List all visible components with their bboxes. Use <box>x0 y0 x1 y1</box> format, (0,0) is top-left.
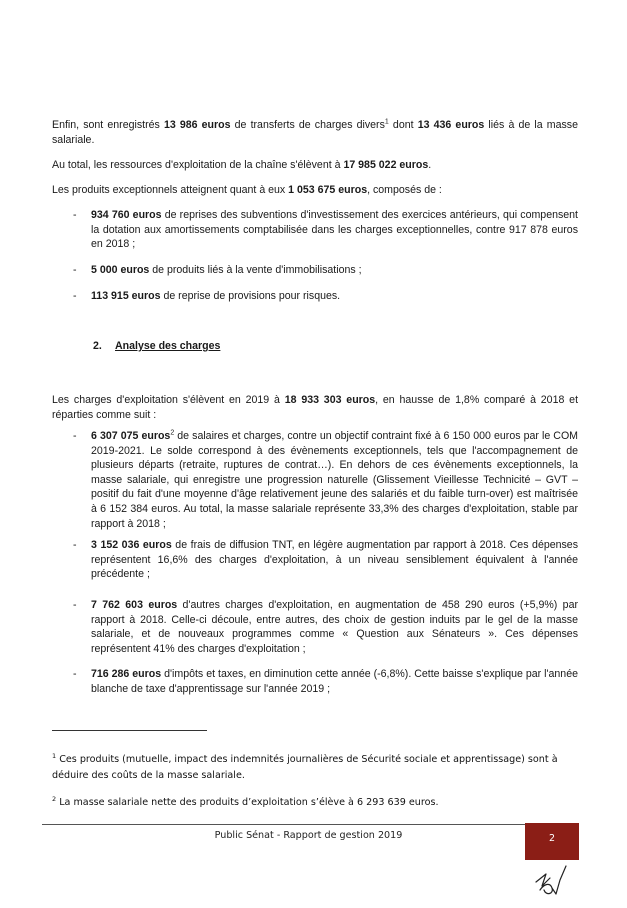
amount-bold: 13 436 euros <box>417 119 485 131</box>
footnote-number: 2 <box>52 794 57 803</box>
amount-bold: 3 152 036 euros <box>91 539 172 551</box>
text: de produits liés à la vente d'immobilisations ; <box>149 264 362 276</box>
amount-bold: 113 915 euros <box>91 290 161 302</box>
amount-bold: 6 307 075 euros <box>91 430 171 442</box>
amount-bold: 18 933 303 euros <box>284 394 376 406</box>
paragraph-produits-exceptionnels <box>52 183 578 198</box>
footnote-text: La masse salariale nette des produits d’exploitation s’élève à 6 293 639 euros. <box>56 797 439 808</box>
text: , en hausse de 1,8% comparé à 2018 et réparties comme suit : <box>52 394 579 421</box>
paragraph-ressources-total <box>52 158 578 173</box>
text: Enfin, sont enregistrés <box>52 119 164 131</box>
text: Les produits exceptionnels atteignent quant à eux <box>52 184 289 196</box>
footnote-1 <box>52 752 578 784</box>
text: liés à de la masse salariale. <box>52 119 578 146</box>
text: Les charges d'exploitation s'élèvent en 2019 à <box>52 394 285 406</box>
text: de reprise de provisions pour risques. <box>160 290 341 302</box>
text: de frais de diffusion TNT, en légère augmentation par rapport à 2018. Ces dépenses représentent 16,6% des charges d'exploitation, à un niveau sensiblement équivalent à l'année précédente ; <box>91 539 578 581</box>
paragraph-transferts-charges <box>52 118 578 147</box>
page-number-badge <box>525 823 579 860</box>
amount-bold: 934 760 euros <box>91 209 162 221</box>
amount-bold: 5 000 euros <box>91 264 150 276</box>
footnote-divider <box>52 730 207 731</box>
amount-bold: 13 986 euros <box>163 119 231 131</box>
list-item-charges <box>73 429 578 531</box>
text: de reprises des subventions d'investissement des exercices antérieurs, qui compensent la dotation aux amortissements comptabilisée dans les charges exceptionnelles, contre 917 878 euros en 2018 ; <box>91 209 579 251</box>
amount-bold: 716 286 euros <box>91 668 162 680</box>
list-item-produits <box>73 263 578 278</box>
section-title: Analyse des charges <box>115 340 221 352</box>
amount-bold: 1 053 675 euros <box>288 184 368 196</box>
list-item-produits <box>73 208 578 252</box>
bullet-dash: - <box>73 209 77 221</box>
bullet-dash: - <box>73 599 77 611</box>
text: d'autres charges d'exploitation, en augmentation de 458 290 euros (+5,9%) par rapport à 2018. Celle-ci découle, entre autres, des choix de gestion induits par le gel de la masse salariale, et de nouveaux programmes comme « Question aux Sénateurs ». Ces dépenses représentent 41% des charges d'exploitation ; <box>91 599 578 655</box>
paragraph-charges-intro <box>52 393 578 422</box>
footnote-text: Ces produits (mutuelle, impact des indemnités journalières de Sécurité sociale et apprentissage) sont à déduire des coûts de la masse salariale. <box>52 754 558 781</box>
text: dont <box>388 119 418 131</box>
text: . <box>428 159 432 171</box>
bullet-dash: - <box>73 668 77 680</box>
text: d'impôts et taxes, en diminution cette année (-6,8%). Cette baisse s'explique par l'année blanche de taxe d'apprentissage sur l'année 2019 ; <box>91 668 578 695</box>
footnote-2 <box>52 795 578 811</box>
list-item-charges <box>73 538 578 582</box>
amount-bold: 17 985 022 euros <box>343 159 429 171</box>
footer-divider <box>42 824 525 825</box>
page-number: 2 <box>548 833 556 844</box>
list-item-charges <box>73 598 578 656</box>
bullet-dash: - <box>73 539 77 551</box>
list-item-produits <box>73 289 578 304</box>
text: Au total, les ressources d'exploitation de la chaîne s'élèvent à <box>52 159 344 171</box>
amount-bold: 7 762 603 euros <box>91 599 178 611</box>
bullet-dash: - <box>73 264 77 276</box>
text: de salaires et charges, contre un objectif contraint fixé à 6 150 000 euros par le COM 2019-2021. Le solde correspond à des évènements exceptionnels, tels que l'accompagnement de plusieurs départs (retraite, ruptures de contrat…). En dehors de ces évènements exceptionnels, la masse salariale, qui enregistre une progression naturelle (Glissement Vieillesse Technicité – GVT – positif du fait d'une moyenne d'âge relativement jeune des salariés et du faible turn-over) est maîtrisée à 6 152 384 euros. Au total, la masse salariale représente 33,3% des charges d'exploitation, stable par rapport à 2018 ; <box>91 430 579 530</box>
footnote-number: 1 <box>52 751 57 760</box>
bullet-dash: - <box>73 430 77 442</box>
signature-icon <box>532 860 572 900</box>
footer-title: Public Sénat - Rapport de gestion 2019 <box>214 830 403 841</box>
text: de transferts de charges divers <box>230 119 385 131</box>
bullet-dash: - <box>73 290 77 302</box>
footnote-ref[interactable]: 2 <box>170 429 175 437</box>
list-item-charges <box>73 667 578 696</box>
section-heading <box>93 340 220 352</box>
footnote-ref[interactable]: 1 <box>384 118 389 126</box>
section-number: 2. <box>93 340 102 352</box>
text: , composés de : <box>367 184 442 196</box>
